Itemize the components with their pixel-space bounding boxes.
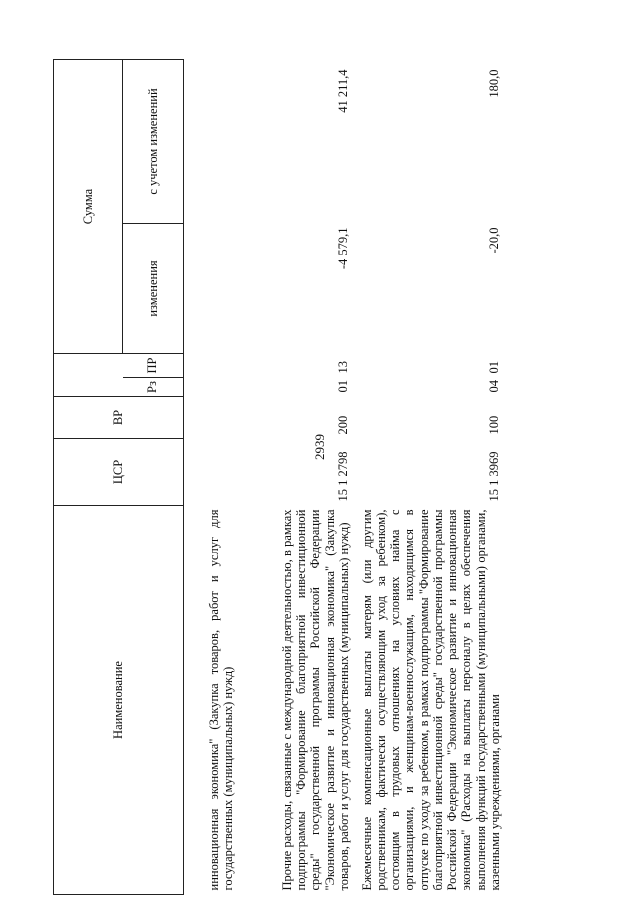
row-total: 41 211,4 (335, 69, 350, 113)
header-pr: ПР (123, 354, 184, 378)
row-rz: 01 (335, 380, 350, 393)
row-change: -20,0 (486, 227, 501, 254)
row-csr: 15 1 2798 (335, 451, 350, 502)
row-change (184, 224, 239, 354)
row-pr: 13 (335, 361, 350, 374)
row-name: Прочие расходы, связанные с международной деятельностью, в рамках подпрограммы "Формирование благоприятной инвестиционной среды" государственной программы Российской Федерации "Экономическое развитие и инновационная экономика" (Закупка товаров, работ и услуг для государственных (муниципальных) нужд) (279, 509, 351, 891)
row-rz (184, 378, 239, 397)
row-csr (184, 439, 239, 506)
header-rz: Рз (123, 378, 184, 397)
row-name: инновационная экономика" (Закупка товаров, работ и услуг для государственных (муниципальных) нужд) (206, 509, 235, 891)
budget-table (53, 59, 505, 895)
row-pr (184, 354, 239, 378)
row-csr: 15 1 3969 (486, 451, 501, 502)
header-vr: ВР (54, 397, 184, 439)
row-pr: 01 (486, 361, 501, 374)
header-name: Наименование (54, 506, 184, 895)
row-total (184, 60, 239, 224)
row-change: -4 579,1 (335, 227, 350, 270)
page-number: 2939 (312, 434, 327, 460)
header-change: изменения (123, 224, 184, 354)
row-vr: 200 (335, 415, 350, 435)
row-total: 180,0 (486, 69, 501, 98)
header-gap (54, 354, 123, 397)
rotated-page-content (53, 60, 538, 895)
table-row (238, 60, 354, 895)
row-rz: 04 (486, 380, 501, 393)
row-vr: 100 (486, 415, 501, 435)
header-with-changes: с учетом изменений (123, 60, 184, 224)
header-csr: ЦСР (54, 439, 184, 506)
header-sum: Сумма (54, 60, 123, 354)
row-vr (184, 397, 239, 439)
row-name: Ежемесячные компенсационные выплаты матерям (или другим родственникам, фактически осуществляющим уход за ребенком), состоящим в трудовых отношениях на условиях найма с организациями, и женщинам-военнослужащим, находящимся в отпуске по уходу за ребенком, в рамках подпрограммы "Формирование благоприятной инвестиционной среды" государственной программы Российской Федерации "Экономическое развитие и инновационная экономика" (Расходы на выплаты персоналу в целях обеспечения выполнения функций государственными (муниципальными) органами, казенными учреждениями, органами (359, 509, 502, 891)
table-row (354, 60, 505, 895)
table-row (184, 60, 239, 895)
